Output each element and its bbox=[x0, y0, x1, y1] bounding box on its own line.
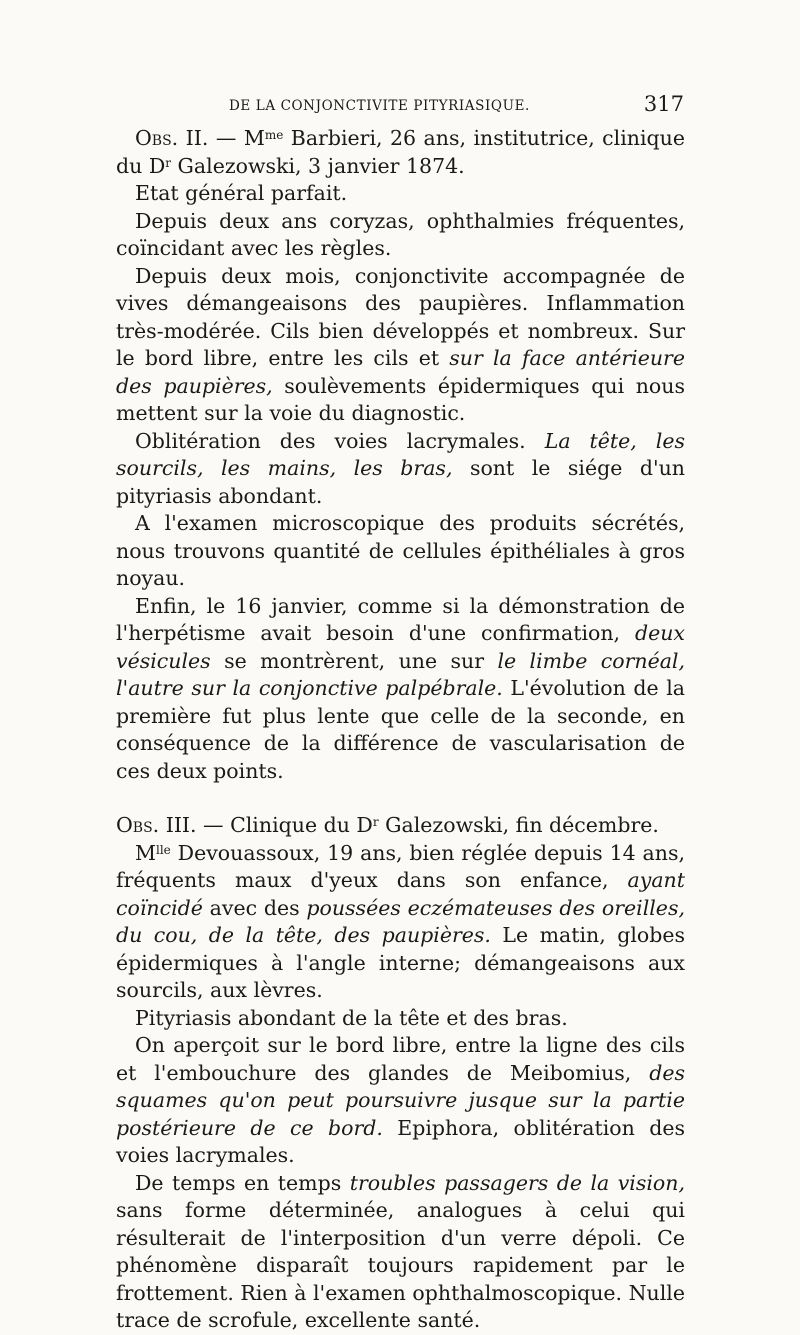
obs2-paragraph-3: Depuis deux ans coryzas, ophthalmies fréquentes, coïncidant avec les règles. bbox=[116, 208, 685, 260]
section-gap bbox=[116, 785, 685, 812]
obs2-p1-rest: Barbieri, 26 ans, institutrice, clinique du D bbox=[116, 126, 685, 178]
obs2-p4-b: soulèvements épidermiques qui nous mettent sur la voie du diagnostic. bbox=[116, 373, 685, 425]
obs2-p5-italic: La tête, les sourcils, les mains, les bras, bbox=[116, 428, 685, 480]
obs2-heading-paragraph bbox=[116, 125, 685, 180]
obs3-label: Obs. III. bbox=[116, 813, 197, 837]
obs2-paragraph-4 bbox=[116, 263, 685, 428]
obs2-label: Obs. II. bbox=[135, 126, 209, 150]
obs3-p4-italic: troubles passagers de la vision, bbox=[349, 1170, 685, 1195]
obs2-title-sup: me bbox=[264, 128, 284, 142]
obs3-title-b: Galezowski, fin décembre. bbox=[378, 813, 659, 837]
page-header bbox=[116, 92, 684, 122]
obs3-p4-b: sans forme déterminée, analogues à celui qui résulterait de l'interposition d'un verre dépoli. Ce phénomène disparaît toujours rapidement par le frottement. Rien à l'examen ophthalmoscopique. Nulle trace de scrofule, excellente santé. bbox=[116, 1198, 685, 1332]
obs2-paragraph-5 bbox=[116, 428, 685, 511]
obs3-p3-b: Epiphora, oblitération des voies lacrymales. bbox=[116, 1115, 685, 1167]
obs3-title-a: — Clinique du D bbox=[196, 813, 373, 837]
obs2-p5-b: sont le siége d'un pityriasis abondant. bbox=[116, 456, 685, 508]
obs2-paragraph-2: Etat général parfait. bbox=[135, 181, 348, 205]
body-text bbox=[116, 125, 685, 1335]
obs2-p1-sup: r bbox=[165, 155, 172, 170]
obs3-p1-c: avec des bbox=[202, 895, 307, 920]
obs2-p5-a: Oblitération des voies lacrymales. bbox=[135, 428, 545, 453]
obs2-p7-c: L'évolution de la première fut plus lente que celle de la seconde, en conséquence de la différence de vascularisation de ces deux points. bbox=[116, 676, 685, 783]
obs2-p1-end: Galezowski, 3 janvier 1874. bbox=[171, 153, 465, 178]
obs2-dash: — M bbox=[208, 126, 265, 150]
obs3-p1-sup: lle bbox=[156, 842, 171, 857]
obs3-p3-a: On aperçoit sur le bord libre, entre la ligne des cils et l'embouchure des glandes de Meibomius, bbox=[116, 1033, 685, 1085]
obs3-p1-d: Le matin, globes épidermiques à l'angle interne; démangeaisons aux sourcils, aux lèvres. bbox=[116, 923, 686, 1002]
obs3-paragraph-3 bbox=[116, 1032, 685, 1170]
obs3-paragraph-1 bbox=[116, 840, 685, 1005]
obs2-p4-italic: sur la face antérieure des paupières, bbox=[116, 346, 685, 398]
obs3-p1-italic: ayant coïncidé bbox=[116, 868, 685, 920]
running-head: DE LA CONJONCTIVITE PITYRIASIQUE. bbox=[229, 98, 530, 114]
obs3-paragraph-4 bbox=[116, 1170, 685, 1335]
obs2-p4-a: Depuis deux mois, conjonctivite accompagnée de vives démangeaisons des paupières. Inflammation très-modérée. Cils bien développés et nombreux. Sur le bord libre, entre les cils et bbox=[116, 263, 685, 370]
obs2-p7-b: se montrèrent, une sur bbox=[210, 648, 498, 673]
obs2-paragraph-7 bbox=[116, 593, 685, 786]
obs3-heading-paragraph bbox=[116, 812, 685, 840]
obs3-title-sup: r bbox=[372, 815, 379, 829]
obs3-p4-a: De temps en temps bbox=[135, 1170, 350, 1195]
obs2-p7-a: Enfin, le 16 janvier, comme si la démonstration de l'herpétisme avait besoin d'une confirmation, bbox=[116, 593, 685, 645]
obs3-p1-italic-2: poussées eczémateuses des oreilles, du cou, de la tête, des paupières. bbox=[116, 895, 685, 947]
obs3-p1-b: Devouassoux, 19 ans, bien réglée depuis 14 ans, fréquents maux d'yeux dans son enfance, bbox=[116, 840, 685, 892]
obs2-p7-italic-1: deux vésicules bbox=[116, 621, 685, 673]
obs3-p1-a: M bbox=[135, 840, 156, 865]
obs3-paragraph-2: Pityriasis abondant de la tête et des bras. bbox=[135, 1005, 568, 1030]
obs2-paragraph-6: A l'examen microscopique des produits sécrétés, nous trouvons quantité de cellules épithéliales à gros noyau. bbox=[116, 511, 685, 590]
page-number: 317 bbox=[643, 92, 684, 116]
obs3-p3-italic: des squames qu'on peut poursuivre jusque sur la partie postérieure de ce bord. bbox=[116, 1060, 685, 1140]
obs2-p7-italic-2: le limbe cornéal, l'autre sur la conjonctive palpébrale. bbox=[116, 648, 686, 700]
